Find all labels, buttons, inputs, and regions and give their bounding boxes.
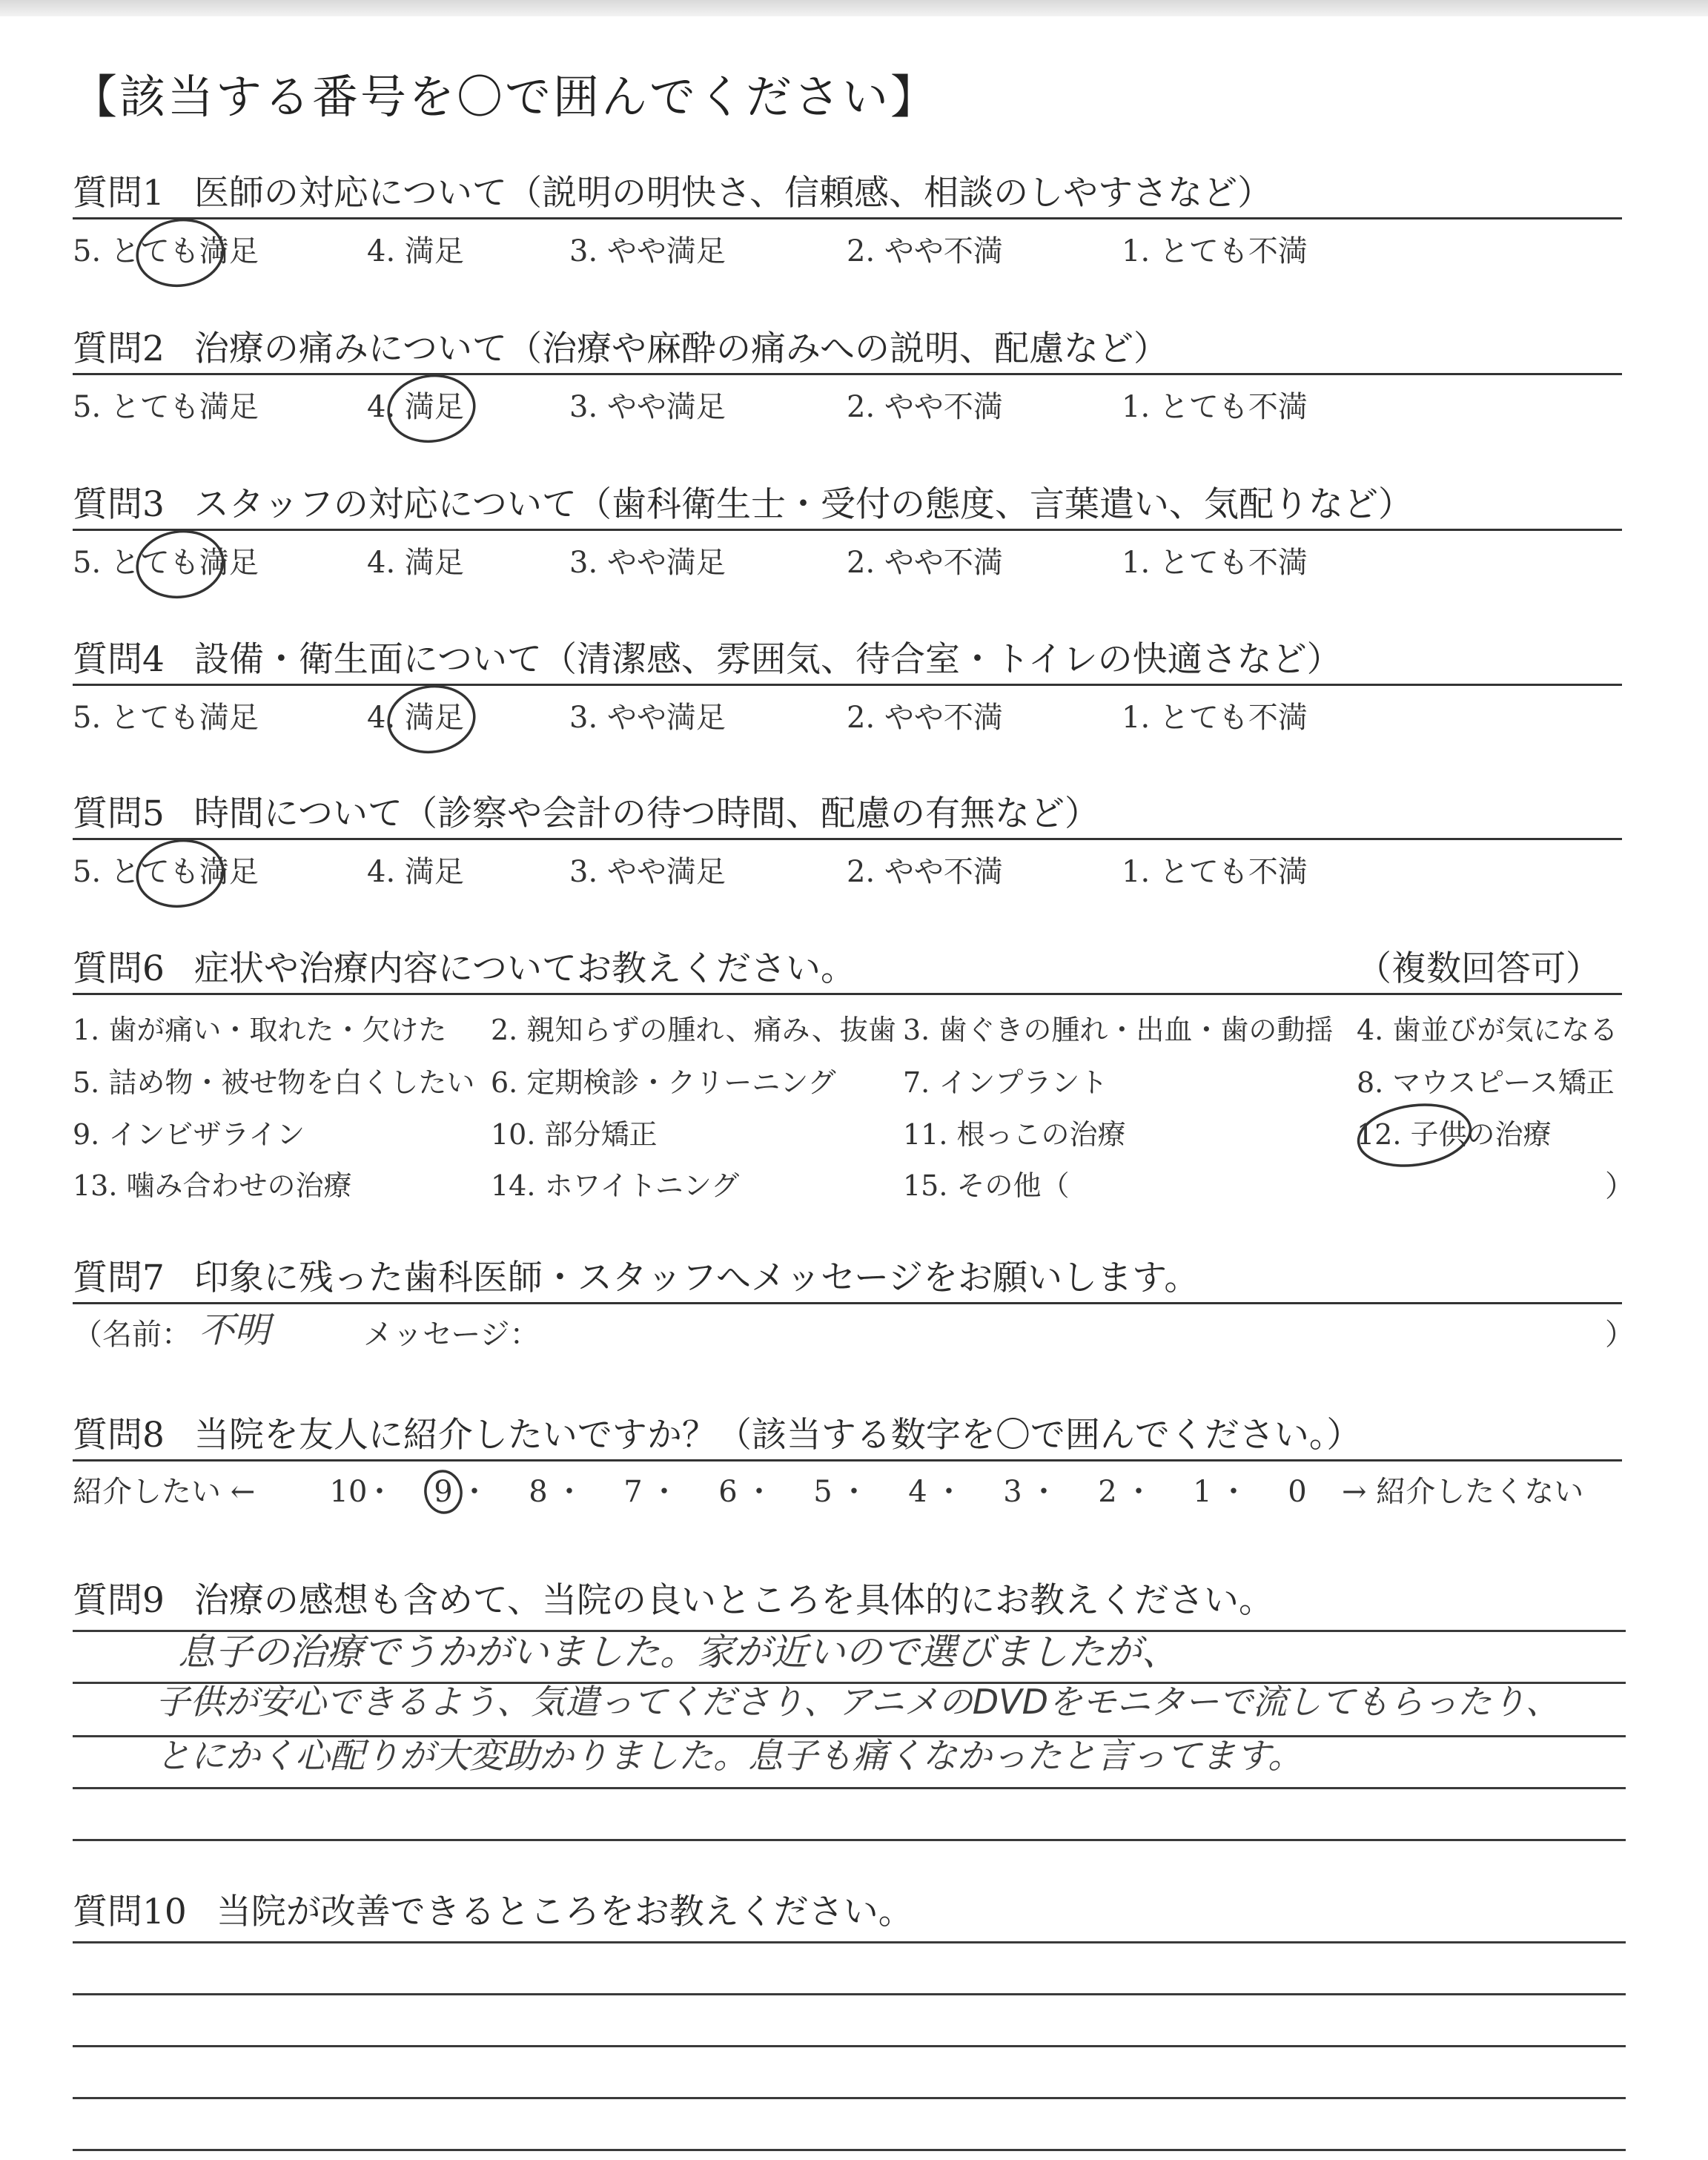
- question-9-title-label: 質問9: [73, 1580, 165, 1621]
- question-6-title-label: 質問6: [73, 948, 165, 989]
- q6-item-4[interactable]: 4. 歯並びが気になる: [1357, 1014, 1618, 1046]
- question-9-title-text: 治療の感想も含めて、当院の良いところを具体的にお教えください。: [193, 1580, 1274, 1621]
- q6-item-1[interactable]: 1. 歯が痛い・取れた・欠けた: [73, 1014, 447, 1046]
- question-5-title-label: 質問5: [73, 793, 165, 834]
- q10-writing-line-2: [73, 1993, 1626, 1995]
- instruction-heading: 【該当する番号を〇で囲んでください】: [71, 70, 939, 124]
- q6-other-close: ）: [1605, 1169, 1635, 1203]
- q8-score-0[interactable]: 0: [1288, 1475, 1307, 1509]
- question-10-title-text: 当院が改善できるところをお教えください。: [216, 1892, 913, 1932]
- question-9-title: [73, 1580, 1274, 1621]
- q7-close: ）: [1605, 1318, 1635, 1352]
- q6-item-5[interactable]: 5. 詰め物・被せ物を白くしたい: [73, 1066, 475, 1099]
- q4-option-5[interactable]: 5. とても満足: [73, 701, 259, 735]
- question-4-title-text: 設備・衛生面について（清潔感、雰囲気、待合室・トイレの快適さなど）: [193, 639, 1342, 680]
- q1-option-4[interactable]: 4. 満足: [367, 234, 464, 268]
- question-4-title: [73, 639, 1342, 680]
- question-1-title: [73, 173, 1273, 214]
- scan-edge: [0, 0, 1708, 16]
- q8-score-8[interactable]: 8: [529, 1475, 548, 1509]
- q8-separator: ・: [1029, 1475, 1059, 1509]
- question-8-rule: [73, 1459, 1622, 1462]
- q8-score-10[interactable]: 10: [329, 1475, 368, 1509]
- q8-separator: ・: [1219, 1475, 1248, 1509]
- q10-writing-line-1: [73, 1941, 1626, 1943]
- q3-option-5[interactable]: 5. とても満足: [73, 546, 259, 580]
- q10-writing-line-3: [73, 2045, 1626, 2047]
- question-1-rule: [73, 217, 1622, 219]
- q6-item-10[interactable]: 10. 部分矯正: [491, 1118, 658, 1151]
- q9-answer-line-3: とにかく心配りが大変助かりました。息子も痛くなかったと言ってます。: [156, 1736, 1303, 1777]
- q3-option-4[interactable]: 4. 満足: [367, 546, 464, 580]
- q8-score-1[interactable]: 1: [1193, 1475, 1212, 1509]
- q2-option-5[interactable]: 5. とても満足: [73, 390, 259, 424]
- question-6-rule: [73, 993, 1622, 995]
- q8-score-3[interactable]: 3: [1003, 1475, 1022, 1509]
- q6-item-14[interactable]: 14. ホワイトニング: [491, 1169, 740, 1202]
- q8-score-2[interactable]: 2: [1098, 1475, 1117, 1509]
- q6-item-15[interactable]: 15. その他（: [903, 1169, 1070, 1202]
- question-4-rule: [73, 684, 1622, 686]
- q8-score-5[interactable]: 5: [813, 1475, 833, 1509]
- q4-option-1[interactable]: 1. とても不満: [1122, 701, 1308, 735]
- q9-writing-line-5: [73, 1839, 1626, 1841]
- q5-option-4[interactable]: 4. 満足: [367, 855, 464, 889]
- question-2-title-label: 質問2: [73, 328, 165, 369]
- question-10-title-label: 質問10: [73, 1892, 187, 1932]
- q8-separator: ・: [934, 1475, 964, 1509]
- q5-option-1[interactable]: 1. とても不満: [1122, 855, 1308, 889]
- question-5-title: [73, 793, 1099, 834]
- q4-option-3[interactable]: 3. やや満足: [569, 701, 726, 735]
- question-8-title-text: 当院を友人に紹介したいですか？（該当する数字を〇で囲んでください。）: [193, 1415, 1362, 1456]
- question-2-rule: [73, 373, 1622, 375]
- question-5-rule: [73, 838, 1622, 840]
- q6-item-6[interactable]: 6. 定期検診・クリーニング: [491, 1066, 836, 1099]
- q3-option-1[interactable]: 1. とても不満: [1122, 546, 1308, 580]
- q9-writing-line-4: [73, 1787, 1626, 1789]
- q4-option-4[interactable]: 4. 満足: [367, 701, 464, 735]
- q7-name-value: 不明: [199, 1309, 271, 1351]
- q8-score-4[interactable]: 4: [908, 1475, 927, 1509]
- question-1-title-label: 質問1: [73, 173, 165, 214]
- q6-item-11[interactable]: 11. 根っこの治療: [903, 1118, 1126, 1151]
- question-6-note: （複数回答可）: [1357, 948, 1601, 989]
- question-3-title-label: 質問3: [73, 484, 165, 525]
- q1-option-3[interactable]: 3. やや満足: [569, 234, 726, 268]
- q5-option-5[interactable]: 5. とても満足: [73, 855, 259, 889]
- question-7-title-text: 印象に残った歯科医師・スタッフへメッセージをお願いします。: [193, 1258, 1199, 1298]
- q2-option-4[interactable]: 4. 満足: [367, 390, 464, 424]
- q8-separator: ・: [460, 1475, 489, 1509]
- question-1-title-text: 医師の対応について（説明の明快さ、信頼感、相談のしやすさなど）: [193, 173, 1273, 214]
- q1-option-5[interactable]: 5. とても満足: [73, 234, 259, 268]
- q5-option-3[interactable]: 3. やや満足: [569, 855, 726, 889]
- question-2-title-text: 治療の痛みについて（治療や麻酔の痛みへの説明、配慮など）: [193, 328, 1169, 369]
- question-7-rule: [73, 1302, 1622, 1304]
- q6-item-12[interactable]: 12. 子供の治療: [1357, 1118, 1552, 1151]
- q3-option-3[interactable]: 3. やや満足: [569, 546, 726, 580]
- q6-item-9[interactable]: 9. インビザライン: [73, 1118, 305, 1151]
- question-4-title-label: 質問4: [73, 639, 165, 680]
- question-3-title: [73, 484, 1413, 525]
- q8-right-label: → 紹介したくない: [1342, 1475, 1584, 1509]
- q6-item-13[interactable]: 13. 噛み合わせの治療: [73, 1169, 352, 1202]
- question-7-title: [73, 1258, 1199, 1298]
- q6-item-8[interactable]: 8. マウスピース矯正: [1357, 1066, 1615, 1099]
- q8-separator: ・: [744, 1475, 774, 1509]
- q7-message-label: メッセージ：: [363, 1318, 540, 1352]
- q2-option-3[interactable]: 3. やや満足: [569, 390, 726, 424]
- question-5-title-text: 時間について（診察や会計の待つ時間、配慮の有無など）: [193, 793, 1099, 834]
- question-6-title-text: 症状や治療内容についてお教えください。: [193, 948, 855, 989]
- q1-option-2[interactable]: 2. やや不満: [847, 234, 1003, 268]
- q4-option-2[interactable]: 2. やや不満: [847, 701, 1003, 735]
- q6-item-3[interactable]: 3. 歯ぐきの腫れ・出血・歯の動揺: [903, 1014, 1334, 1046]
- question-6-title: [73, 948, 855, 989]
- question-7-title-label: 質問7: [73, 1258, 165, 1298]
- q8-separator: ・: [1124, 1475, 1153, 1509]
- question-3-rule: [73, 529, 1622, 531]
- q6-item-2[interactable]: 2. 親知らずの腫れ、痛み、抜歯: [491, 1014, 896, 1046]
- q9-answer-line-1: 息子の治療でうかがいました。家が近いので選びましたが、: [178, 1631, 1179, 1674]
- q10-writing-line-5: [73, 2149, 1626, 2151]
- question-2-title: [73, 328, 1169, 369]
- q8-left-label: 紹介したい ←: [73, 1475, 256, 1509]
- q7-name-label: （名前：: [73, 1318, 191, 1352]
- q1-option-1[interactable]: 1. とても不満: [1122, 234, 1308, 268]
- question-3-title-text: スタッフの対応について（歯科衛生士・受付の態度、言葉遣い、気配りなど）: [193, 484, 1413, 525]
- question-10-title: [73, 1892, 913, 1932]
- q8-score-6[interactable]: 6: [718, 1475, 738, 1509]
- q10-writing-line-4: [73, 2097, 1626, 2099]
- q5-option-2[interactable]: 2. やや不満: [847, 855, 1003, 889]
- q8-separator: ・: [839, 1475, 869, 1509]
- q6-item-7[interactable]: 7. インプラント: [903, 1066, 1108, 1099]
- q8-score-7[interactable]: 7: [623, 1475, 643, 1509]
- q8-separator: ・: [365, 1475, 394, 1509]
- q9-answer-line-2: 子供が安心できるよう、気遣ってくださり、アニメのDVDをモニターで流してもらったり、: [156, 1682, 1560, 1722]
- question-8-title: [73, 1415, 1362, 1456]
- q8-score-9[interactable]: 9: [434, 1475, 453, 1509]
- q2-option-2[interactable]: 2. やや不満: [847, 390, 1003, 424]
- q2-option-1[interactable]: 1. とても不満: [1122, 390, 1308, 424]
- question-8-title-label: 質問8: [73, 1415, 165, 1456]
- q8-separator: ・: [649, 1475, 679, 1509]
- q3-option-2[interactable]: 2. やや不満: [847, 546, 1003, 580]
- q8-separator: ・: [555, 1475, 584, 1509]
